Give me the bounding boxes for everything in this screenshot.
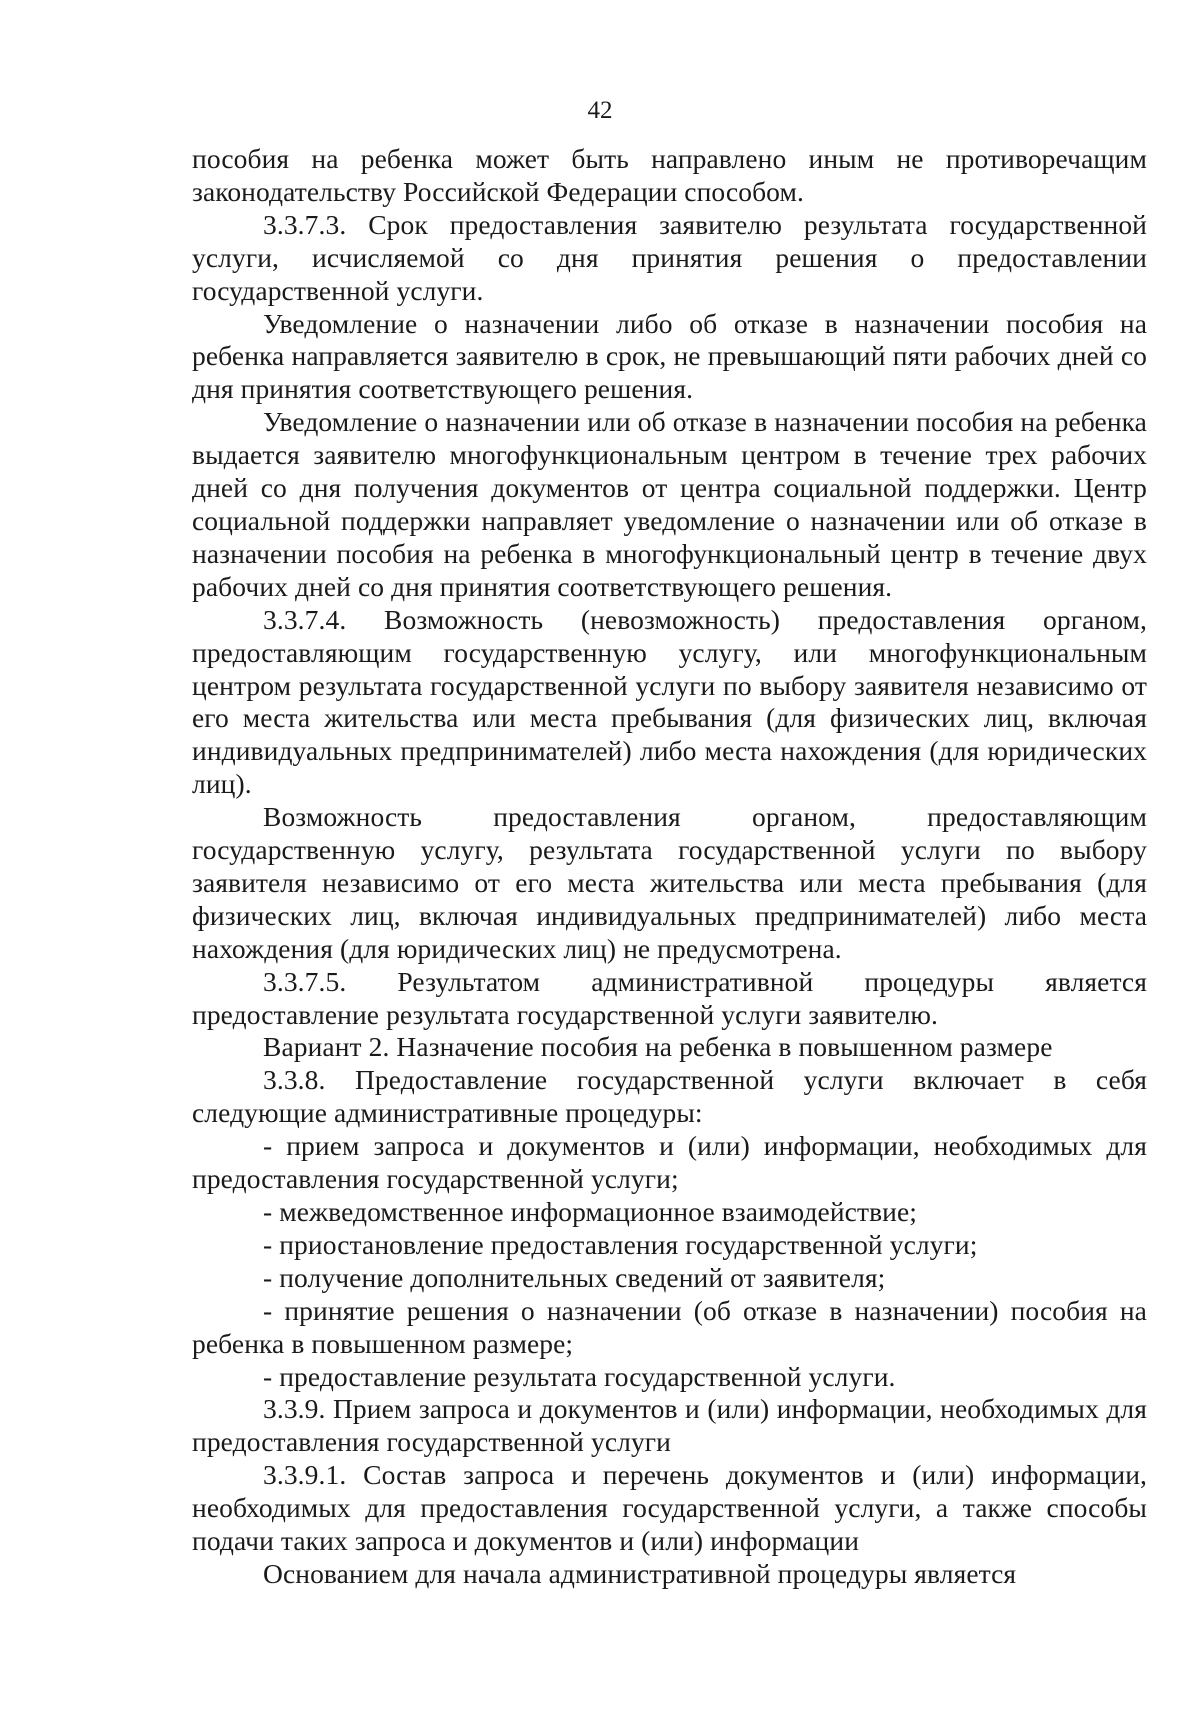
paragraph: 3.3.7.5. Результатом административной процедуры является предоставление результата государственной услуги заявителю. (192, 965, 1147, 1030)
paragraph: 3.3.9. Прием запроса и документов и (или) информации, необходимых для предоставления государственной услуги (192, 1393, 1147, 1458)
list-item: - принятие решения о назначении (об отказе в назначении) пособия на ребенка в повышенном размере; (192, 1294, 1147, 1359)
document-body (192, 143, 1147, 1591)
list-item: - получение дополнительных сведений от заявителя; (263, 1261, 886, 1293)
paragraph: Уведомление о назначении либо об отказе в назначении пособия на ребенка направляется заявителю в срок, не превышающий пяти рабочих дней со дня принятия соответствующего решения. (192, 307, 1147, 405)
paragraph: 3.3.7.4. Возможность (невозможность) предоставления органом, предоставляющим государственную услугу, или многофункциональным центром результата государственной услуги по выбору заявителя независимо от его места жительства или места пребывания (для физических лиц, включая индивидуальных предпринимателей) либо места нахождения (для юридических лиц). (192, 603, 1147, 800)
paragraph: 3.3.9.1. Состав запроса и перечень документов и (или) информации, необходимых для предоставления государственной услуги, а также способы подачи таких запроса и документов и (или) информации (192, 1459, 1147, 1557)
paragraph: пособия на ребенка может быть направлено иным не противоречащим законодательству Российской Федерации способом. (192, 143, 1147, 207)
paragraph: Возможность предоставления органом, предоставляющим государственную услугу, результата государственной услуги по выбору заявителя независимо от его места жительства или места пребывания (для физических лиц, включая индивидуальных предпринимателей) либо места нахождения (для юридических лиц) не предусмотрена. (192, 801, 1147, 964)
paragraph: 3.3.7.3. Срок предоставления заявителю результата государственной услуги, исчисляемой со дня принятия решения о предоставлении государственной услуги. (192, 208, 1147, 306)
list-item: - прием запроса и документов и (или) информации, необходимых для предоставления государственной услуги; (192, 1130, 1147, 1195)
list-item: - приостановление предоставления государственной услуги; (263, 1228, 978, 1260)
page-number: 42 (587, 97, 613, 124)
list-item: - предоставление результата государственной услуги. (263, 1360, 896, 1392)
paragraph: Уведомление о назначении или об отказе в назначении пособия на ребенка выдается заявителю многофункциональным центром в течение трех рабочих дней со дня получения документов от центра социальной поддержки. Центр социальной поддержки направляет уведомление о назначении или об отказе в назначении пособия на ребенка в многофункциональный центр в течение двух рабочих дней со дня принятия соответствующего решения. (192, 406, 1147, 602)
paragraph: Основанием для начала административной процедуры является (263, 1557, 1017, 1589)
list-item: - межведомственное информационное взаимодействие; (263, 1196, 918, 1227)
section-heading: Вариант 2. Назначение пособия на ребенка в повышенном размере (263, 1031, 1053, 1063)
paragraph: 3.3.8. Предоставление государственной услуги включает в себя следующие административные процедуры: (192, 1064, 1147, 1129)
